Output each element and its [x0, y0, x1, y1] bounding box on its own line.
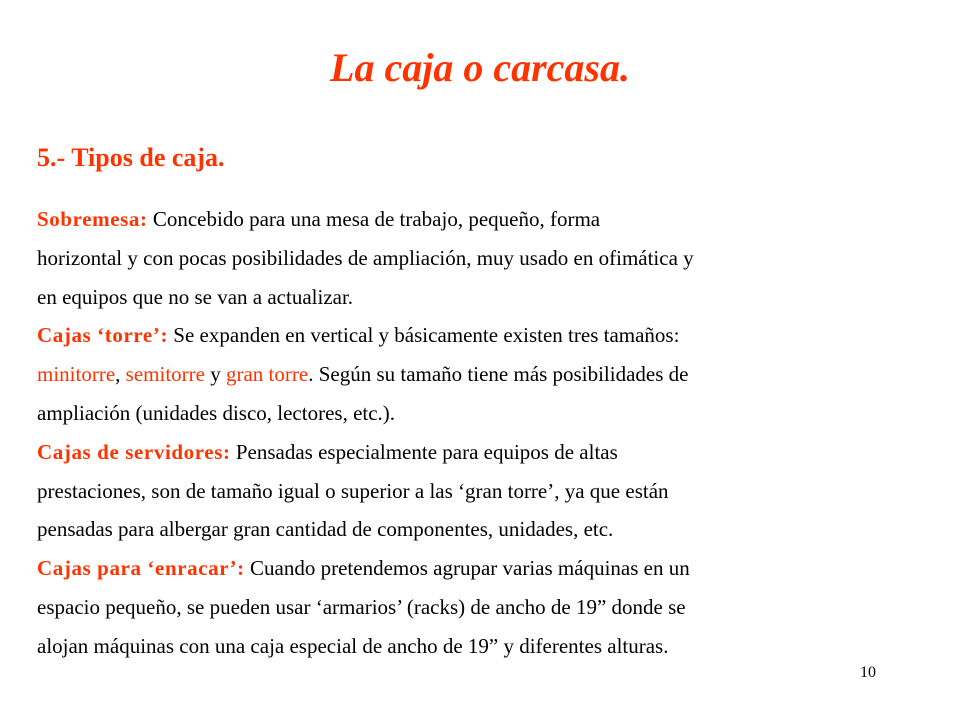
- sobremesa-line-2: horizontal y con pocas posibilidades de ampliación, muy usado en ofimática y: [37, 245, 694, 270]
- case-types-body: [37, 200, 917, 666]
- torre-line-1: [37, 316, 917, 355]
- torre-sep-2: y: [204, 362, 226, 387]
- sobremesa-term: Sobremesa:: [37, 207, 148, 231]
- sobremesa-line-1: [37, 200, 917, 239]
- minitorre-size: minitorre: [37, 362, 116, 387]
- semitorre-size: semitorre: [125, 362, 205, 387]
- torre-text-2: . Según su tamaño tiene más posibilidades de: [308, 362, 689, 387]
- torre-term: Cajas ‘torre’:: [37, 323, 169, 348]
- servidores-text-1: Pensadas especialmente para equipos de altas: [230, 439, 618, 464]
- torre-text-1: Se expanden en vertical y básicamente existen tres tamaños:: [168, 323, 680, 348]
- section-heading: 5.- Tipos de caja.: [37, 143, 225, 172]
- torre-line-3: ampliación (unidades disco, lectores, etc.).: [37, 400, 396, 425]
- enracar-line-1: [37, 549, 917, 588]
- servidores-line-2: prestaciones, son de tamaño igual o superior a las ‘gran torre’, ya que están: [37, 478, 669, 503]
- torre-sep-1: ,: [115, 362, 126, 387]
- enracar-term: Cajas para ‘enracar’:: [37, 556, 245, 581]
- page-number: 10: [860, 664, 876, 681]
- servidores-term: Cajas de servidores:: [37, 439, 231, 464]
- sobremesa-text-1: Concebido para una mesa de trabajo, pequeño, forma: [147, 207, 601, 231]
- enracar-text-1: Cuando pretendemos agrupar varias máquinas en un: [244, 556, 690, 581]
- slide-title: La caja o carcasa.: [330, 45, 630, 90]
- enracar-line-2: espacio pequeño, se pueden usar ‘armarios’ (racks) de ancho de 19” donde se: [37, 594, 686, 619]
- servidores-line-3: pensadas para albergar gran cantidad de componentes, unidades, etc.: [37, 517, 614, 542]
- sobremesa-line-3: en equipos que no se van a actualizar.: [37, 284, 354, 309]
- enracar-line-3: alojan máquinas con una caja especial de ancho de 19” y diferentes alturas.: [37, 633, 669, 658]
- gran-torre-size: gran torre: [225, 362, 309, 387]
- torre-line-2: [37, 355, 917, 394]
- servidores-line-1: [37, 433, 917, 472]
